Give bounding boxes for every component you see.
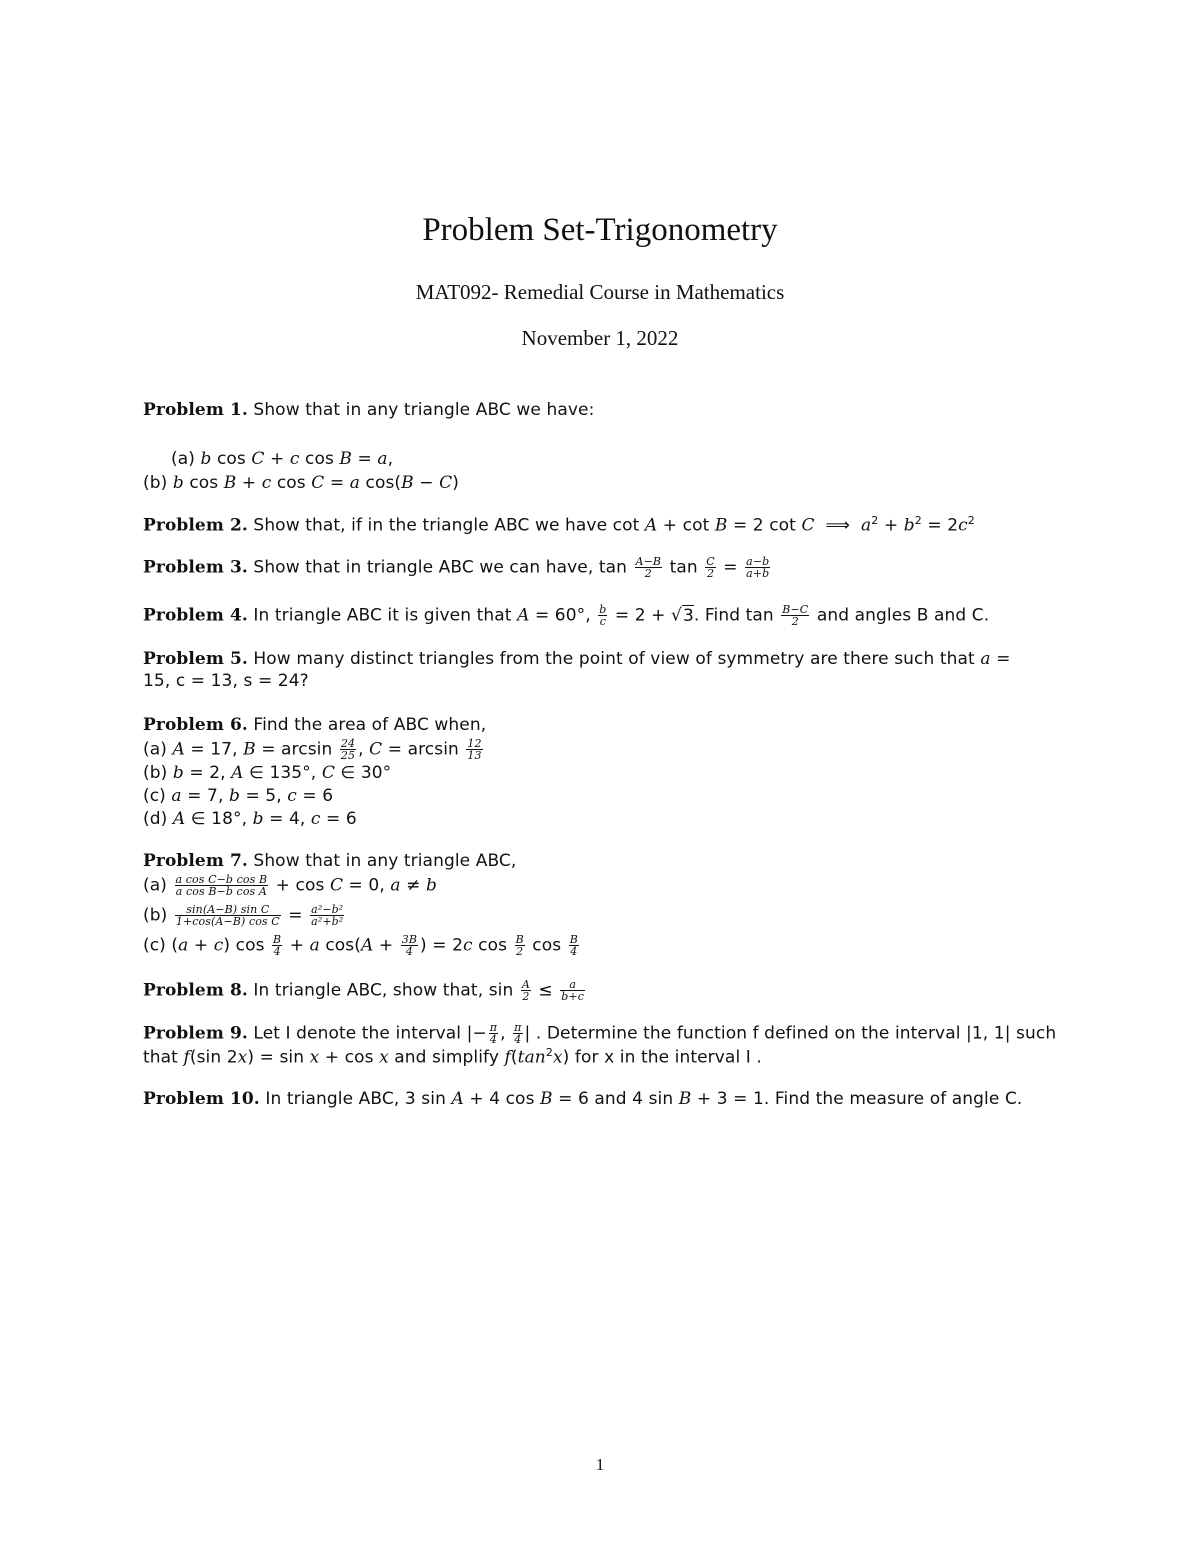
problem-8: Problem 8. In triangle ABC, show that, sin $\frac{A}{2}$ ≤ $\frac{a}{b+c}$ <box>143 978 585 1003</box>
problem-10-label: Problem 10. <box>143 1089 260 1109</box>
problem-6-label: Problem 6. <box>143 715 248 735</box>
problem-1-part-a: (a) b cos C + c cos B = a, <box>171 449 394 469</box>
problem-9-text-a: Let I denote the interval <box>253 1023 462 1044</box>
problem-7-part-c: (c) (a + c) cos $\frac{B}{4}$ + a cos(A + $\frac{3B}{4}$ ) = 2c cos $\frac{B}{2}$ cos $\frac{B}{4}$ <box>143 933 578 958</box>
problem-7 <box>143 851 516 871</box>
problem-10-text: In triangle ABC, <box>265 1089 400 1109</box>
problem-7-text: Show that in any triangle ABC, <box>253 851 517 871</box>
problem-10-tail: Find the measure of angle C. <box>774 1089 1023 1109</box>
problem-1-part-b: (b) b cos B + c cos C = a cos(B − C) <box>143 473 459 493</box>
problem-6-part-b: (b) b = 2, A ∈ 135°, C ∈ 30° <box>143 763 392 783</box>
page-number: 1 <box>595 1455 605 1474</box>
problem-9-text-c: that <box>143 1047 178 1068</box>
problem-9-continued: that f(sin 2x) = sin x + cos x and simplify $f(\tan^2x)$ for x in the interval I . <box>143 1046 762 1068</box>
problem-2: Problem 2. Show that, if in the triangle ABC we have cot A + cot B = 2 cot C ⟹ $a^2 + b^2 = 2c^2$ <box>143 514 975 536</box>
problem-10: Problem 10. In triangle ABC, 3 sin A + 4 cos B = 6 and 4 sin B + 3 = 1. Find the measure of angle C. <box>143 1089 1023 1109</box>
document-date: November 1, 2022 <box>521 326 679 350</box>
problem-4-tail: and angles B and C. <box>816 605 990 626</box>
problem-1-label: Problem 1. <box>143 400 248 420</box>
problem-5-label: Problem 5. <box>143 649 248 669</box>
problem-9-text-b: . Determine the function f defined on the interval |1, 1| such <box>535 1023 1057 1044</box>
problem-6 <box>143 715 486 735</box>
problem-1 <box>143 400 594 420</box>
problem-9-text-e: for x in the interval I . <box>574 1047 762 1068</box>
problem-6-text: Find the area of ABC when, <box>253 715 487 735</box>
problem-2-label: Problem 2. <box>143 515 248 536</box>
problem-9-label: Problem 9. <box>143 1023 248 1044</box>
problem-4: Problem 4. In triangle ABC it is given that A = 60°, $\frac{b}{c}$ = 2 + √3. Find tan $\frac{B-C}{2}$ and angles B and C. <box>143 603 990 628</box>
problem-4-text: In triangle ABC it is given that <box>253 605 512 626</box>
problem-5-text: How many distinct triangles from the point of view of symmetry are there such that <box>253 649 975 669</box>
document-title: Problem Set-Trigonometry <box>422 212 778 248</box>
problem-9-text-d: and simplify <box>394 1047 499 1068</box>
problem-7-label: Problem 7. <box>143 851 248 871</box>
problem-9: Problem 9. Let I denote the interval |− $\frac{\pi}{4}$ , $\frac{\pi}{4}$ | . Determine the function f defined on the interval |1, 1| such <box>143 1021 1057 1046</box>
course-subtitle: MAT092- Remedial Course in Mathematics <box>415 280 785 304</box>
problem-5-continued: 15, c = 13, s = 24? <box>143 671 309 691</box>
problem-6-part-d: (d) A ∈ 18°, b = 4, c = 6 <box>143 809 357 829</box>
problem-2-text: Show that, if in the triangle ABC we have <box>253 515 608 536</box>
problem-8-text: In triangle ABC, show that, <box>253 980 484 1001</box>
problem-4-label: Problem 4. <box>143 605 248 626</box>
problem-8-label: Problem 8. <box>143 980 248 1001</box>
problem-3-text: Show that in triangle ABC we can have, <box>253 557 594 578</box>
problem-5: Problem 5. How many distinct triangles from the point of view of symmetry are there such that a = <box>143 649 1011 669</box>
problem-7-part-b: (b) $\frac{\text{sin(A−B) sin C}}{\text{1+cos(A−B) cos C}}$ = $\frac{\text{a²−b²}}{\text{a²+b²}}$ <box>143 903 344 928</box>
problem-3-label: Problem 3. <box>143 557 248 578</box>
problem-7-part-a: (a) $\frac{\text{a cos C−b cos B}}{\text{a cos B−b cos A}}$ + cos C = 0, a ≠ b <box>143 873 437 898</box>
problem-6-part-c: (c) a = 7, b = 5, c = 6 <box>143 786 334 806</box>
problem-3: Problem 3. Show that in triangle ABC we can have, tan $\frac{A-B}{2}$ tan $\frac{C}{2}$ = $\frac{a-b}{a+b}$ <box>143 555 770 580</box>
problem-1-text: Show that in any triangle ABC we have: <box>253 400 595 420</box>
problem-6-part-a: (a) A = 17, B = arcsin $\frac{24}{25}$ , C = arcsin $\frac{12}{13}$ <box>143 737 482 762</box>
